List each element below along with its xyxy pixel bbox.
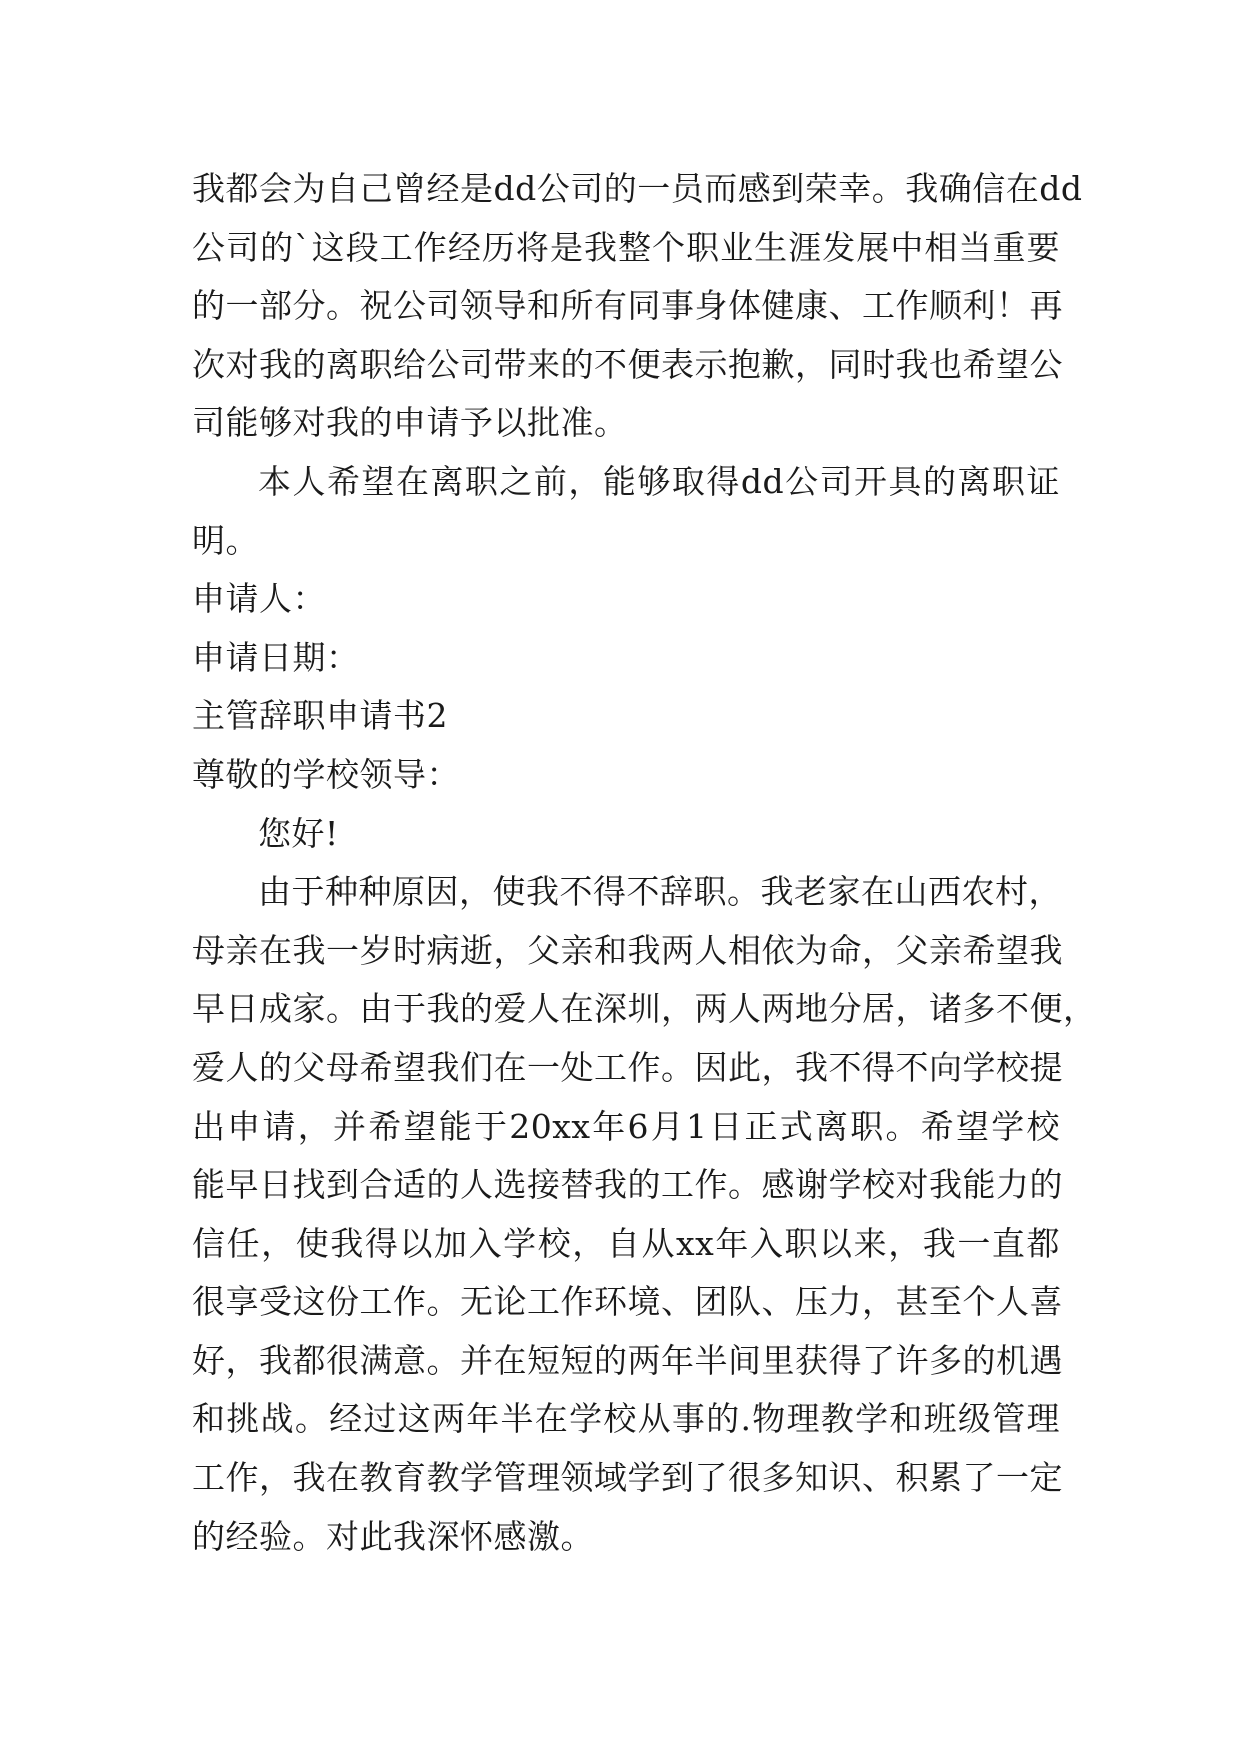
section-title: 主管辞职申请书2	[192, 696, 448, 736]
body-line: 本人希望在离职之前，能够取得dd公司开具的离职证	[258, 461, 1060, 501]
body-line: 明。	[192, 520, 259, 560]
body-line: 司能够对我的申请予以批准。	[192, 403, 628, 443]
body-line: 我都会为自己曾经是dd公司的一员而感到荣幸。我确信在dd	[192, 169, 1083, 208]
salutation: 尊敬的学校领导：	[192, 754, 460, 794]
body-line: 由于种种原因，使我不得不辞职。我老家在山西农村，	[258, 872, 1062, 912]
body-line: 好，我都很满意。并在短短的两年半间里获得了许多的机遇	[192, 1340, 1063, 1380]
body-line: 公司的`这段工作经历将是我整个职业生涯发展中相当重要	[192, 227, 1060, 267]
body-line: 的经验。对此我深怀感激。	[192, 1516, 594, 1556]
body-line: 母亲在我一岁时病逝，父亲和我两人相依为命，父亲希望我	[192, 930, 1063, 970]
body-line: 工作，我在教育教学管理领域学到了很多知识、积累了一定	[192, 1458, 1063, 1498]
body-line: 出申请，并希望能于20xx年6月1日正式离职。希望学校	[192, 1106, 1060, 1146]
body-line: 爱人的父母希望我们在一处工作。因此，我不得不向学校提	[192, 1047, 1063, 1087]
applicant-label: 申请人：	[192, 579, 326, 619]
document-body	[192, 160, 1097, 1566]
body-line: 能早日找到合适的人选接替我的工作。感谢学校对我能力的	[192, 1165, 1063, 1205]
body-line: 的一部分。祝公司领导和所有同事身体健康、工作顺利！再	[192, 286, 1063, 326]
body-line: 和挑战。经过这两年半在学校从事的.物理教学和班级管理	[192, 1399, 1060, 1439]
greeting: 您好!	[258, 813, 339, 853]
body-line: 信任，使我得以加入学校，自从xx年入职以来，我一直都	[192, 1223, 1060, 1263]
application-date-label: 申请日期：	[192, 637, 360, 677]
body-line: 次对我的离职给公司带来的不便表示抱歉，同时我也希望公	[192, 344, 1063, 384]
body-line: 早日成家。由于我的爱人在深圳，两人两地分居，诸多不便，	[192, 989, 1097, 1029]
body-line: 很享受这份工作。无论工作环境、团队、压力，甚至个人喜	[192, 1282, 1063, 1322]
